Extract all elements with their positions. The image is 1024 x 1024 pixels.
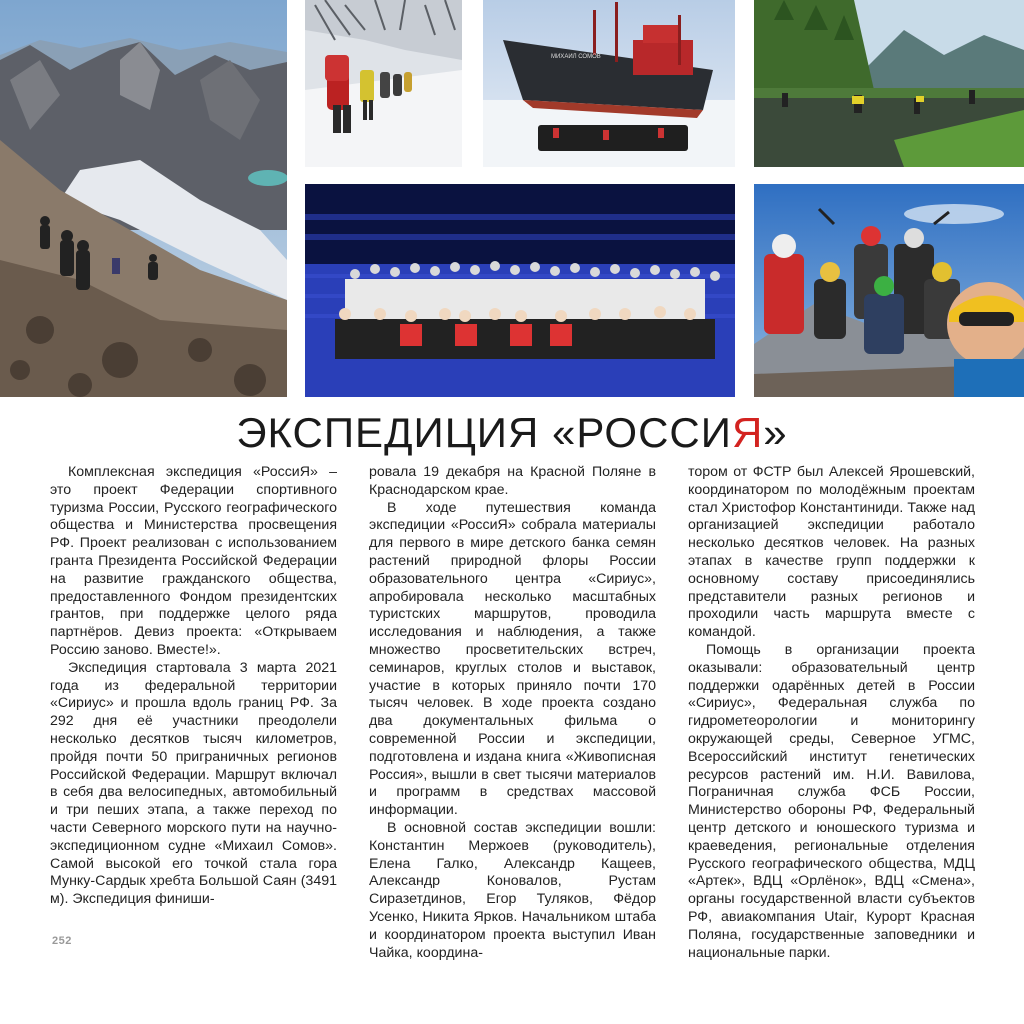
photo-ship-mikhail-somov xyxy=(483,0,735,167)
title-accent-letter: Я xyxy=(731,409,764,456)
text-column-3 xyxy=(688,464,975,962)
paragraph: Экспедиция стартовала 3 марта 2021 года из федеральной территории «Сириус» и прошла вдоль границ РФ. За 292 дня её участники преодолели несколько десятков тысяч километров, пройдя почти 50 приграничных регионов Российской Федерации. Маршрут включал в себя два велосипедных, автомобильный и три пеших этапа, а также переход по части Северного морского пути на научно-экспедиционном судне «Михаил Сомов». Самой высокой его точкой стала гора Мунку-Сардык хребта Большой Саян (3491 м). Экспедиция финиши- xyxy=(50,659,337,908)
photo-mountain-ridge xyxy=(0,0,287,397)
paragraph: Помощь в организации проекта оказывали: образовательный центр поддержки одарённых детей в России «Сириус», Федеральная служба по гидрометеорологии и мониторингу окружающей среды, Северное УГМС, Всероссийский институт генетических ресурсов растений им. Н.И. Вавилова, Пограничная служба ФСБ России, Министерство обороны РФ, Федеральный центр детского и юношеского туризма и краеведения, региональные отделения Русского географического общества, МДЦ «Артек», ВДЦ «Орлёнок», ВДЦ «Смена», органы государственной власти субъектов РФ, авиакомпания Utair, Курорт Красная Поляна, государственные заповедники и национальные парки. xyxy=(688,641,975,961)
paragraph: Комплексная экспедиция «РоссиЯ» – это проект Федерации спортивного туризма России, Русского географического общества и Министерства просвещения РФ. Проект реализован с использованием гранта Президента Российской Федерации на развитие гражданского общества, предоставленного Фондом президентских грантов, при поддержке целого ряда партнёров. Девиз проекта: «Открываем Россию заново. Вместе!». xyxy=(50,464,337,658)
page-number: 252 xyxy=(52,935,72,947)
photo-river-crossing xyxy=(754,0,1024,167)
paragraph: В основной состав экспедиции вошли: Константин Мержоев (руководитель), Елена Галко, Александр Кащеев, Александр Коновалов, Рустам Сиразетдинов, Егор Туляков, Фёдор Усенко, Никита Ярков. Начальником штаба и координатором проекта выступил Иван Чайка, координа- xyxy=(369,819,656,961)
photo-summit-selfie xyxy=(754,184,1024,397)
title-text: ЭКСПЕДИЦИЯ «РОССИ xyxy=(236,409,732,456)
photo-team-hall xyxy=(305,184,735,397)
text-column-2 xyxy=(369,464,656,962)
text-column-1 xyxy=(50,464,337,909)
article-title xyxy=(0,408,1024,458)
ship-name-label: МИХАИЛ СОМОВ xyxy=(551,54,601,60)
paragraph: тором от ФСТР был Алексей Ярошевский, координатором по молодёжным проектам стал Христофор Константиниди. Также над организацией экспедиции работало несколько десятков человек. На разных этапах в качестве групп поддержки к основному составу присоединялись представители разных регионов и проходили часть маршрута вместе с командой. xyxy=(688,464,975,641)
photo-snow-hikers xyxy=(305,0,462,167)
paragraph: В ходе путешествия команда экспедиции «РоссиЯ» собрала материалы для первого в мире детского банка семян растений природной флоры России образовательного центра «Сириус», апробировала несколько масштабных туристских маршрутов, проводила исследования и наблюдения, а также множество просветительских встреч, семинаров, круглых столов и выставок, участие в которых приняло почти 170 тысяч человек. В ходе проекта создано два документальных фильма о современной России и экспедиции, подготовлена и издана книга «Живописная Россия», вышли в свет тысячи материалов и программ в средствах массовой информации. xyxy=(369,499,656,819)
title-closing-quote: » xyxy=(763,409,788,456)
paragraph: ровала 19 декабря на Красной Поляне в Краснодарском крае. xyxy=(369,464,656,498)
